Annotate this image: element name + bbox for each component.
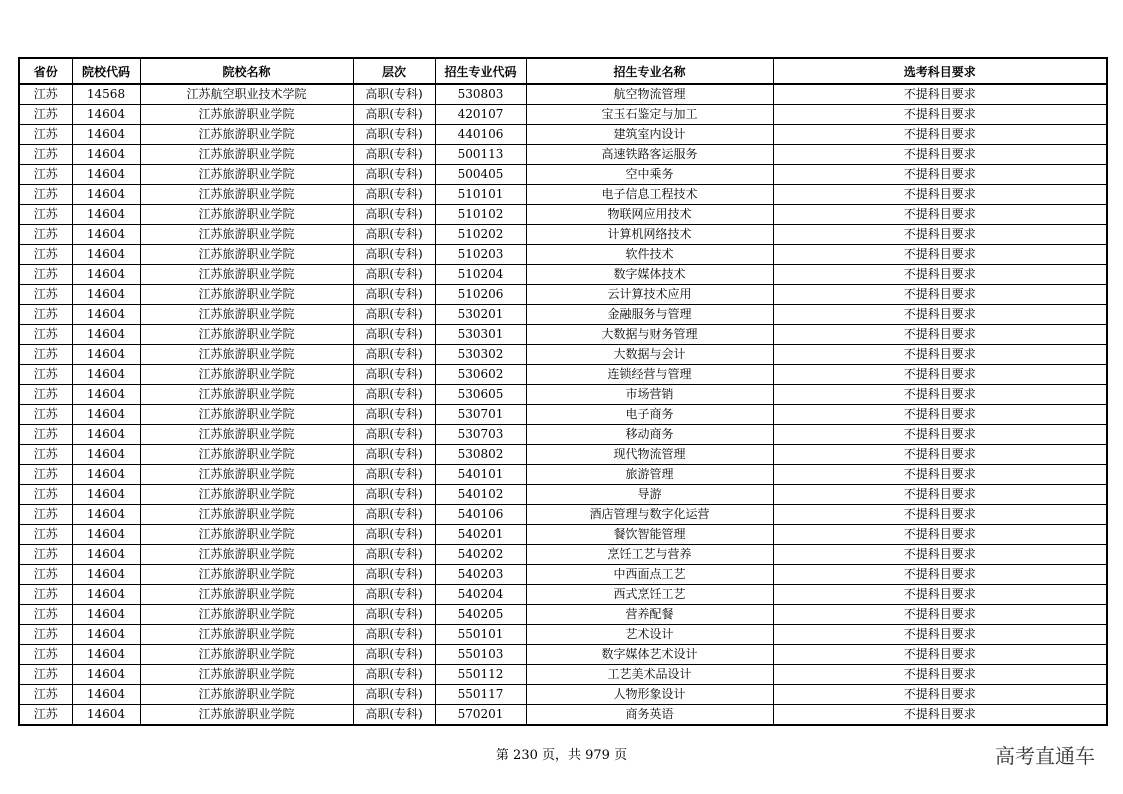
cell-province: 江苏: [19, 325, 72, 345]
table-row: [19, 565, 1107, 585]
table-row: [19, 405, 1107, 425]
cell-major-code: 530605: [435, 385, 526, 405]
cell-major-name: 营养配餐: [526, 605, 773, 625]
cell-level: 高职(专科): [353, 445, 435, 465]
cell-major-name: 软件技术: [526, 245, 773, 265]
cell-school-code: 14604: [72, 165, 140, 185]
cell-school-code: 14604: [72, 365, 140, 385]
cell-school-name: 江苏旅游职业学院: [140, 685, 353, 705]
cell-level: 高职(专科): [353, 185, 435, 205]
cell-level: 高职(专科): [353, 105, 435, 125]
table-row: [19, 425, 1107, 445]
cell-major-name: 高速铁路客运服务: [526, 145, 773, 165]
cell-major-code: 540106: [435, 505, 526, 525]
cell-level: 高职(专科): [353, 465, 435, 485]
cell-major-name: 导游: [526, 485, 773, 505]
cell-subject-requirement: 不提科目要求: [773, 125, 1107, 145]
cell-school-code: 14604: [72, 225, 140, 245]
cell-province: 江苏: [19, 365, 72, 385]
cell-subject-requirement: 不提科目要求: [773, 605, 1107, 625]
cell-school-name: 江苏旅游职业学院: [140, 305, 353, 325]
admission-table: [18, 57, 1108, 726]
cell-major-name: 西式烹饪工艺: [526, 585, 773, 605]
cell-province: 江苏: [19, 285, 72, 305]
cell-school-name: 江苏旅游职业学院: [140, 645, 353, 665]
cell-school-code: 14604: [72, 665, 140, 685]
cell-level: 高职(专科): [353, 285, 435, 305]
cell-province: 江苏: [19, 84, 72, 105]
cell-major-name: 数字媒体艺术设计: [526, 645, 773, 665]
cell-major-name: 中西面点工艺: [526, 565, 773, 585]
cell-major-name: 商务英语: [526, 705, 773, 726]
cell-level: 高职(专科): [353, 125, 435, 145]
header-major-code: 招生专业代码: [435, 58, 526, 84]
cell-subject-requirement: 不提科目要求: [773, 565, 1107, 585]
cell-major-code: 540203: [435, 565, 526, 585]
cell-level: 高职(专科): [353, 225, 435, 245]
cell-subject-requirement: 不提科目要求: [773, 685, 1107, 705]
header-level: 层次: [353, 58, 435, 84]
cell-school-name: 江苏旅游职业学院: [140, 405, 353, 425]
cell-major-code: 440106: [435, 125, 526, 145]
cell-subject-requirement: 不提科目要求: [773, 505, 1107, 525]
cell-school-code: 14604: [72, 645, 140, 665]
cell-school-code: 14604: [72, 125, 140, 145]
cell-subject-requirement: 不提科目要求: [773, 525, 1107, 545]
cell-school-code: 14604: [72, 565, 140, 585]
cell-subject-requirement: 不提科目要求: [773, 545, 1107, 565]
cell-major-code: 550101: [435, 625, 526, 645]
cell-school-name: 江苏旅游职业学院: [140, 605, 353, 625]
header-subject-requirement: 选考科目要求: [773, 58, 1107, 84]
table-header-row: [19, 58, 1107, 84]
cell-province: 江苏: [19, 245, 72, 265]
table-row: [19, 105, 1107, 125]
cell-major-name: 电子商务: [526, 405, 773, 425]
table-row: [19, 545, 1107, 565]
cell-school-name: 江苏旅游职业学院: [140, 205, 353, 225]
cell-school-code: 14604: [72, 525, 140, 545]
cell-school-code: 14604: [72, 385, 140, 405]
cell-major-code: 510203: [435, 245, 526, 265]
cell-school-code: 14604: [72, 425, 140, 445]
cell-school-code: 14604: [72, 265, 140, 285]
cell-subject-requirement: 不提科目要求: [773, 345, 1107, 365]
table-row: [19, 385, 1107, 405]
cell-school-code: 14604: [72, 625, 140, 645]
cell-subject-requirement: 不提科目要求: [773, 245, 1107, 265]
cell-school-name: 江苏旅游职业学院: [140, 265, 353, 285]
cell-school-name: 江苏旅游职业学院: [140, 185, 353, 205]
cell-major-code: 530701: [435, 405, 526, 425]
cell-school-name: 江苏旅游职业学院: [140, 145, 353, 165]
cell-province: 江苏: [19, 385, 72, 405]
cell-major-code: 540204: [435, 585, 526, 605]
cell-subject-requirement: 不提科目要求: [773, 145, 1107, 165]
cell-subject-requirement: 不提科目要求: [773, 225, 1107, 245]
cell-major-code: 540102: [435, 485, 526, 505]
cell-level: 高职(专科): [353, 645, 435, 665]
cell-school-name: 江苏旅游职业学院: [140, 585, 353, 605]
cell-major-name: 金融服务与管理: [526, 305, 773, 325]
cell-major-name: 空中乘务: [526, 165, 773, 185]
cell-level: 高职(专科): [353, 345, 435, 365]
cell-subject-requirement: 不提科目要求: [773, 265, 1107, 285]
cell-level: 高职(专科): [353, 685, 435, 705]
cell-province: 江苏: [19, 545, 72, 565]
cell-school-name: 江苏旅游职业学院: [140, 225, 353, 245]
cell-level: 高职(专科): [353, 365, 435, 385]
table-row: [19, 705, 1107, 726]
cell-province: 江苏: [19, 505, 72, 525]
cell-major-code: 510206: [435, 285, 526, 305]
cell-level: 高职(专科): [353, 265, 435, 285]
cell-school-name: 江苏旅游职业学院: [140, 705, 353, 726]
cell-school-name: 江苏旅游职业学院: [140, 325, 353, 345]
cell-subject-requirement: 不提科目要求: [773, 205, 1107, 225]
cell-major-name: 数字媒体技术: [526, 265, 773, 285]
table-row: [19, 165, 1107, 185]
cell-province: 江苏: [19, 305, 72, 325]
cell-province: 江苏: [19, 445, 72, 465]
cell-major-code: 530802: [435, 445, 526, 465]
cell-subject-requirement: 不提科目要求: [773, 84, 1107, 105]
cell-school-name: 江苏旅游职业学院: [140, 385, 353, 405]
cell-school-code: 14604: [72, 145, 140, 165]
cell-level: 高职(专科): [353, 565, 435, 585]
cell-subject-requirement: 不提科目要求: [773, 425, 1107, 445]
cell-major-code: 530602: [435, 365, 526, 385]
cell-subject-requirement: 不提科目要求: [773, 585, 1107, 605]
cell-level: 高职(专科): [353, 145, 435, 165]
cell-level: 高职(专科): [353, 605, 435, 625]
cell-subject-requirement: 不提科目要求: [773, 665, 1107, 685]
cell-level: 高职(专科): [353, 165, 435, 185]
table-row: [19, 125, 1107, 145]
table-row: [19, 325, 1107, 345]
cell-province: 江苏: [19, 585, 72, 605]
cell-major-name: 连锁经营与管理: [526, 365, 773, 385]
cell-level: 高职(专科): [353, 305, 435, 325]
cell-major-name: 人物形象设计: [526, 685, 773, 705]
cell-province: 江苏: [19, 525, 72, 545]
cell-school-name: 江苏航空职业技术学院: [140, 84, 353, 105]
cell-subject-requirement: 不提科目要求: [773, 385, 1107, 405]
cell-level: 高职(专科): [353, 505, 435, 525]
table-row: [19, 525, 1107, 545]
cell-province: 江苏: [19, 265, 72, 285]
cell-major-code: 530803: [435, 84, 526, 105]
cell-major-code: 550112: [435, 665, 526, 685]
cell-school-name: 江苏旅游职业学院: [140, 425, 353, 445]
cell-school-code: 14604: [72, 325, 140, 345]
cell-major-code: 570201: [435, 705, 526, 726]
cell-province: 江苏: [19, 165, 72, 185]
cell-school-name: 江苏旅游职业学院: [140, 125, 353, 145]
cell-major-name: 航空物流管理: [526, 84, 773, 105]
cell-level: 高职(专科): [353, 245, 435, 265]
table-row: [19, 285, 1107, 305]
cell-major-name: 旅游管理: [526, 465, 773, 485]
cell-province: 江苏: [19, 105, 72, 125]
cell-province: 江苏: [19, 185, 72, 205]
cell-level: 高职(专科): [353, 665, 435, 685]
cell-school-code: 14604: [72, 685, 140, 705]
cell-level: 高职(专科): [353, 385, 435, 405]
cell-level: 高职(专科): [353, 84, 435, 105]
cell-level: 高职(专科): [353, 485, 435, 505]
cell-province: 江苏: [19, 205, 72, 225]
cell-major-name: 现代物流管理: [526, 445, 773, 465]
cell-major-code: 420107: [435, 105, 526, 125]
cell-province: 江苏: [19, 125, 72, 145]
table-row: [19, 505, 1107, 525]
table-row: [19, 645, 1107, 665]
cell-subject-requirement: 不提科目要求: [773, 105, 1107, 125]
cell-major-code: 510102: [435, 205, 526, 225]
cell-school-name: 江苏旅游职业学院: [140, 165, 353, 185]
cell-province: 江苏: [19, 645, 72, 665]
cell-school-name: 江苏旅游职业学院: [140, 625, 353, 645]
cell-school-code: 14604: [72, 345, 140, 365]
cell-level: 高职(专科): [353, 625, 435, 645]
cell-school-code: 14604: [72, 585, 140, 605]
cell-major-code: 530302: [435, 345, 526, 365]
cell-school-name: 江苏旅游职业学院: [140, 105, 353, 125]
cell-province: 江苏: [19, 625, 72, 645]
cell-major-code: 540101: [435, 465, 526, 485]
header-school-code: 院校代码: [72, 58, 140, 84]
table-row: [19, 365, 1107, 385]
cell-major-name: 物联网应用技术: [526, 205, 773, 225]
cell-school-name: 江苏旅游职业学院: [140, 525, 353, 545]
cell-school-code: 14604: [72, 285, 140, 305]
cell-province: 江苏: [19, 705, 72, 726]
cell-major-code: 550103: [435, 645, 526, 665]
cell-major-name: 市场营销: [526, 385, 773, 405]
cell-major-name: 工艺美术品设计: [526, 665, 773, 685]
cell-school-code: 14604: [72, 205, 140, 225]
cell-major-code: 540201: [435, 525, 526, 545]
cell-school-name: 江苏旅游职业学院: [140, 365, 353, 385]
cell-subject-requirement: 不提科目要求: [773, 485, 1107, 505]
table-row: [19, 345, 1107, 365]
cell-province: 江苏: [19, 605, 72, 625]
cell-province: 江苏: [19, 405, 72, 425]
cell-major-name: 移动商务: [526, 425, 773, 445]
table-row: [19, 625, 1107, 645]
table-row: [19, 84, 1107, 105]
cell-level: 高职(专科): [353, 585, 435, 605]
cell-subject-requirement: 不提科目要求: [773, 625, 1107, 645]
cell-province: 江苏: [19, 665, 72, 685]
cell-major-name: 电子信息工程技术: [526, 185, 773, 205]
cell-school-code: 14604: [72, 545, 140, 565]
cell-school-name: 江苏旅游职业学院: [140, 665, 353, 685]
table-row: [19, 205, 1107, 225]
cell-school-code: 14604: [72, 485, 140, 505]
cell-school-name: 江苏旅游职业学院: [140, 285, 353, 305]
cell-subject-requirement: 不提科目要求: [773, 165, 1107, 185]
cell-major-code: 500405: [435, 165, 526, 185]
table-row: [19, 145, 1107, 165]
cell-province: 江苏: [19, 425, 72, 445]
cell-school-code: 14604: [72, 185, 140, 205]
table-row: [19, 605, 1107, 625]
table-row: [19, 665, 1107, 685]
cell-subject-requirement: 不提科目要求: [773, 185, 1107, 205]
cell-major-name: 烹饪工艺与营养: [526, 545, 773, 565]
cell-province: 江苏: [19, 485, 72, 505]
cell-school-name: 江苏旅游职业学院: [140, 465, 353, 485]
cell-school-name: 江苏旅游职业学院: [140, 545, 353, 565]
cell-major-name: 酒店管理与数字化运营: [526, 505, 773, 525]
cell-major-code: 540205: [435, 605, 526, 625]
table-row: [19, 465, 1107, 485]
cell-level: 高职(专科): [353, 545, 435, 565]
cell-school-code: 14568: [72, 84, 140, 105]
cell-subject-requirement: 不提科目要求: [773, 705, 1107, 726]
cell-school-code: 14604: [72, 445, 140, 465]
cell-level: 高职(专科): [353, 425, 435, 445]
cell-province: 江苏: [19, 225, 72, 245]
cell-major-code: 510204: [435, 265, 526, 285]
cell-level: 高职(专科): [353, 525, 435, 545]
cell-major-code: 510101: [435, 185, 526, 205]
cell-school-code: 14604: [72, 705, 140, 726]
cell-province: 江苏: [19, 145, 72, 165]
cell-subject-requirement: 不提科目要求: [773, 305, 1107, 325]
table-row: [19, 185, 1107, 205]
cell-subject-requirement: 不提科目要求: [773, 285, 1107, 305]
cell-school-code: 14604: [72, 245, 140, 265]
cell-major-name: 计算机网络技术: [526, 225, 773, 245]
cell-subject-requirement: 不提科目要求: [773, 445, 1107, 465]
cell-province: 江苏: [19, 565, 72, 585]
table-row: [19, 485, 1107, 505]
cell-school-code: 14604: [72, 305, 140, 325]
table-row: [19, 245, 1107, 265]
cell-major-name: 大数据与会计: [526, 345, 773, 365]
table-row: [19, 265, 1107, 285]
header-major-name: 招生专业名称: [526, 58, 773, 84]
cell-school-code: 14604: [72, 465, 140, 485]
cell-major-code: 530301: [435, 325, 526, 345]
cell-major-code: 530201: [435, 305, 526, 325]
cell-level: 高职(专科): [353, 205, 435, 225]
cell-school-name: 江苏旅游职业学院: [140, 445, 353, 465]
cell-major-name: 建筑室内设计: [526, 125, 773, 145]
cell-school-name: 江苏旅游职业学院: [140, 345, 353, 365]
cell-level: 高职(专科): [353, 325, 435, 345]
cell-major-name: 宝玉石鉴定与加工: [526, 105, 773, 125]
cell-school-name: 江苏旅游职业学院: [140, 565, 353, 585]
cell-major-code: 550117: [435, 685, 526, 705]
cell-subject-requirement: 不提科目要求: [773, 645, 1107, 665]
cell-subject-requirement: 不提科目要求: [773, 325, 1107, 345]
table-row: [19, 225, 1107, 245]
cell-level: 高职(专科): [353, 405, 435, 425]
cell-school-code: 14604: [72, 505, 140, 525]
cell-province: 江苏: [19, 685, 72, 705]
cell-province: 江苏: [19, 345, 72, 365]
cell-major-code: 500113: [435, 145, 526, 165]
cell-school-code: 14604: [72, 605, 140, 625]
cell-school-name: 江苏旅游职业学院: [140, 245, 353, 265]
cell-province: 江苏: [19, 465, 72, 485]
cell-major-code: 540202: [435, 545, 526, 565]
cell-level: 高职(专科): [353, 705, 435, 726]
cell-major-name: 大数据与财务管理: [526, 325, 773, 345]
header-province: 省份: [19, 58, 72, 84]
table-row: [19, 305, 1107, 325]
header-school-name: 院校名称: [140, 58, 353, 84]
table-row: [19, 585, 1107, 605]
page-number: 第 230 页，共 979 页: [495, 748, 628, 763]
cell-major-name: 云计算技术应用: [526, 285, 773, 305]
cell-subject-requirement: 不提科目要求: [773, 405, 1107, 425]
table-row: [19, 685, 1107, 705]
cell-subject-requirement: 不提科目要求: [773, 365, 1107, 385]
cell-major-name: 餐饮智能管理: [526, 525, 773, 545]
table-row: [19, 445, 1107, 465]
cell-major-code: 510202: [435, 225, 526, 245]
cell-school-code: 14604: [72, 405, 140, 425]
cell-major-name: 艺术设计: [526, 625, 773, 645]
cell-school-name: 江苏旅游职业学院: [140, 485, 353, 505]
cell-school-name: 江苏旅游职业学院: [140, 505, 353, 525]
watermark-logo-text: 高考直通车: [995, 744, 1095, 768]
table-body: [19, 84, 1107, 725]
cell-major-code: 530703: [435, 425, 526, 445]
cell-school-code: 14604: [72, 105, 140, 125]
cell-subject-requirement: 不提科目要求: [773, 465, 1107, 485]
